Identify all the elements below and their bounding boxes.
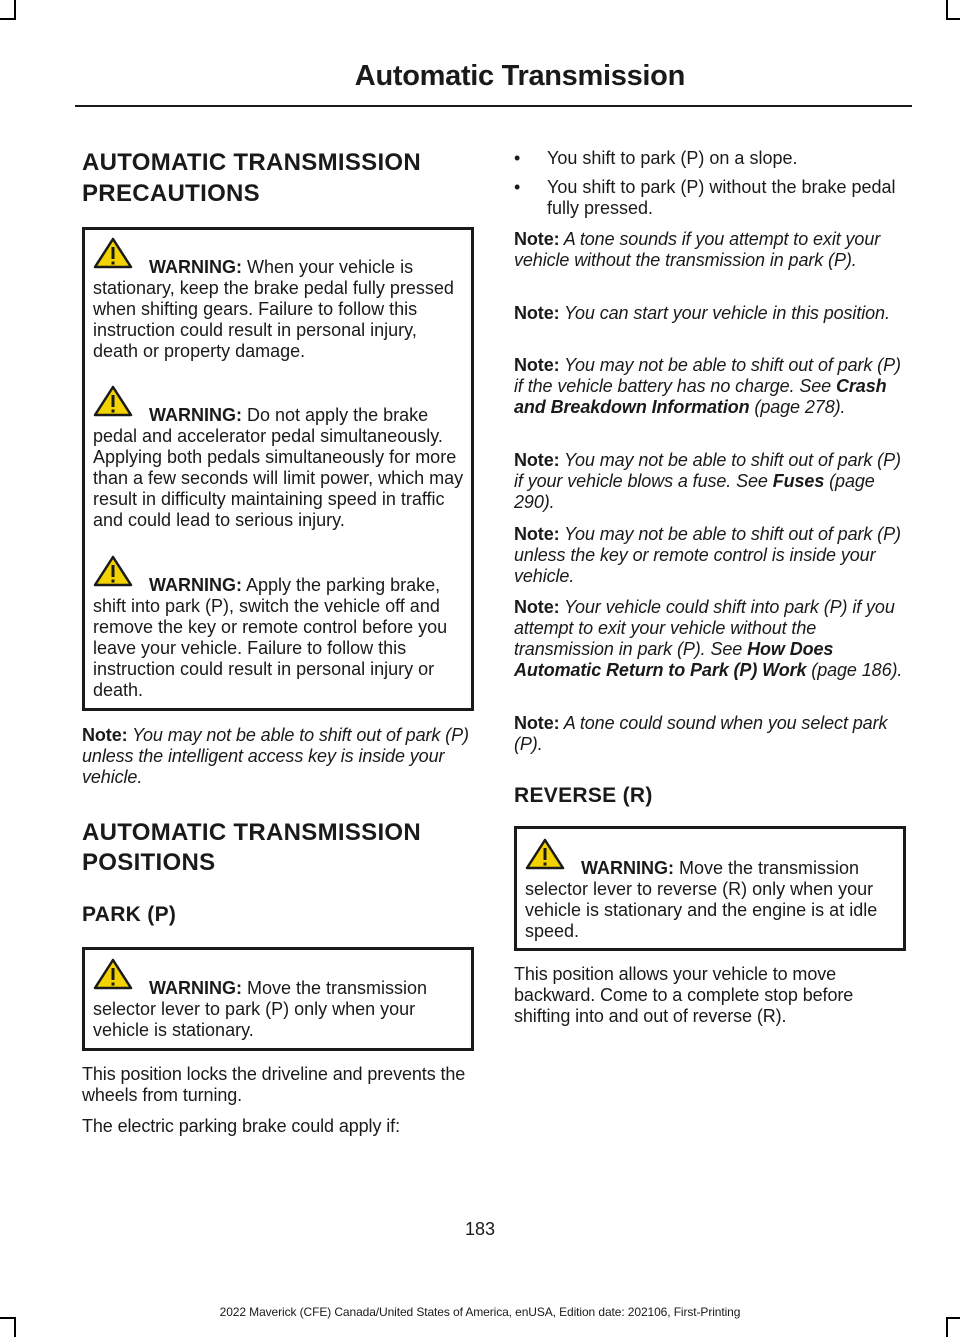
note: Note: A tone could sound when you select park (P). — [514, 713, 888, 754]
subsection-title: PARK (P) — [82, 903, 177, 926]
crop-mark — [14, 1317, 16, 1337]
subsection-title: REVERSE (R) — [514, 784, 653, 807]
warning-text: WARNING: Move the transmission selector lever to park (P) only when your vehicle is stationary. — [93, 978, 428, 1040]
warning-text: WARNING: Move the transmission selector lever to reverse (R) only when your vehicle is stationary and the engine is at idle speed. — [525, 858, 878, 941]
section-title: AUTOMATIC TRANSMISSION — [82, 819, 422, 846]
body-paragraph: This position locks the driveline and prevents the wheels from turning. — [82, 1064, 466, 1105]
note: Note: You may not be able to shift out of park (P) unless the intelligent access key is inside your vehicle. — [82, 725, 469, 787]
crop-mark — [946, 1317, 948, 1337]
body-paragraph: The electric parking brake could apply if: — [82, 1116, 400, 1136]
body-paragraph: This position allows your vehicle to move backward. Come to a complete stop before shifting into and out of reverse (R). — [514, 964, 854, 1026]
cross-reference-link[interactable]: Crash and Breakdown Information — [514, 376, 887, 417]
crop-mark — [946, 18, 960, 20]
note: Note: You may not be able to shift out of park (P) if your vehicle blows a fuse. See Fuses (page 290). — [514, 450, 901, 512]
crop-mark — [946, 0, 948, 20]
header-rule — [75, 105, 912, 107]
note: Note: You can start your vehicle in this position. — [514, 303, 890, 323]
warning-text: WARNING: When your vehicle is stationary, keep the brake pedal fully pressed when shifting gears. Failure to follow this instruction could result in personal injury, death or property damage. — [93, 257, 454, 361]
footer-text: 2022 Maverick (CFE) Canada/United States of America, enUSA, Edition date: 202106, First-Printing — [219, 1305, 741, 1319]
note: Note: A tone sounds if you attempt to exit your vehicle without the transmission in park (P). — [514, 229, 881, 270]
warning-text: WARNING: Apply the parking brake, shift into park (P), switch the vehicle off and remove the key or remote control before you leave your vehicle. Failure to follow this instruction could result in personal injury or death. — [93, 575, 448, 700]
note: Note: You may not be able to shift out of park (P) unless the key or remote control is inside your vehicle. — [514, 524, 901, 586]
warning-text: WARNING: Do not apply the brake pedal and accelerator pedal simultaneously. Applying both pedals simultaneously for more than a few seconds will limit power, which may result in difficulty maintaining speed in traffic and could lead to serious injury. — [93, 405, 464, 530]
crop-mark — [0, 18, 16, 20]
cross-reference-link[interactable]: How Does Automatic Return to Park (P) Work — [514, 639, 834, 680]
warning-box — [514, 826, 906, 951]
note: Note: Your vehicle could shift into park (P) if you attempt to exit your vehicle without the transmission in park (P). See How Does Automatic Return to Park (P) Work (page 186). — [514, 597, 903, 680]
section-title: AUTOMATIC TRANSMISSION — [82, 149, 422, 176]
note: Note: You may not be able to shift out of park (P) if the vehicle battery has no charge. See Crash and Breakdown Information (page 278). — [514, 355, 901, 417]
page-number: 183 — [464, 1219, 496, 1239]
warning-box — [82, 947, 474, 1051]
page-header-title: Automatic Transmission — [354, 60, 685, 92]
crop-mark — [14, 0, 16, 20]
warning-box — [82, 227, 474, 711]
cross-reference-link[interactable]: Fuses — [772, 471, 825, 491]
section-title: PRECAUTIONS — [82, 180, 260, 207]
section-title: POSITIONS — [82, 849, 216, 876]
